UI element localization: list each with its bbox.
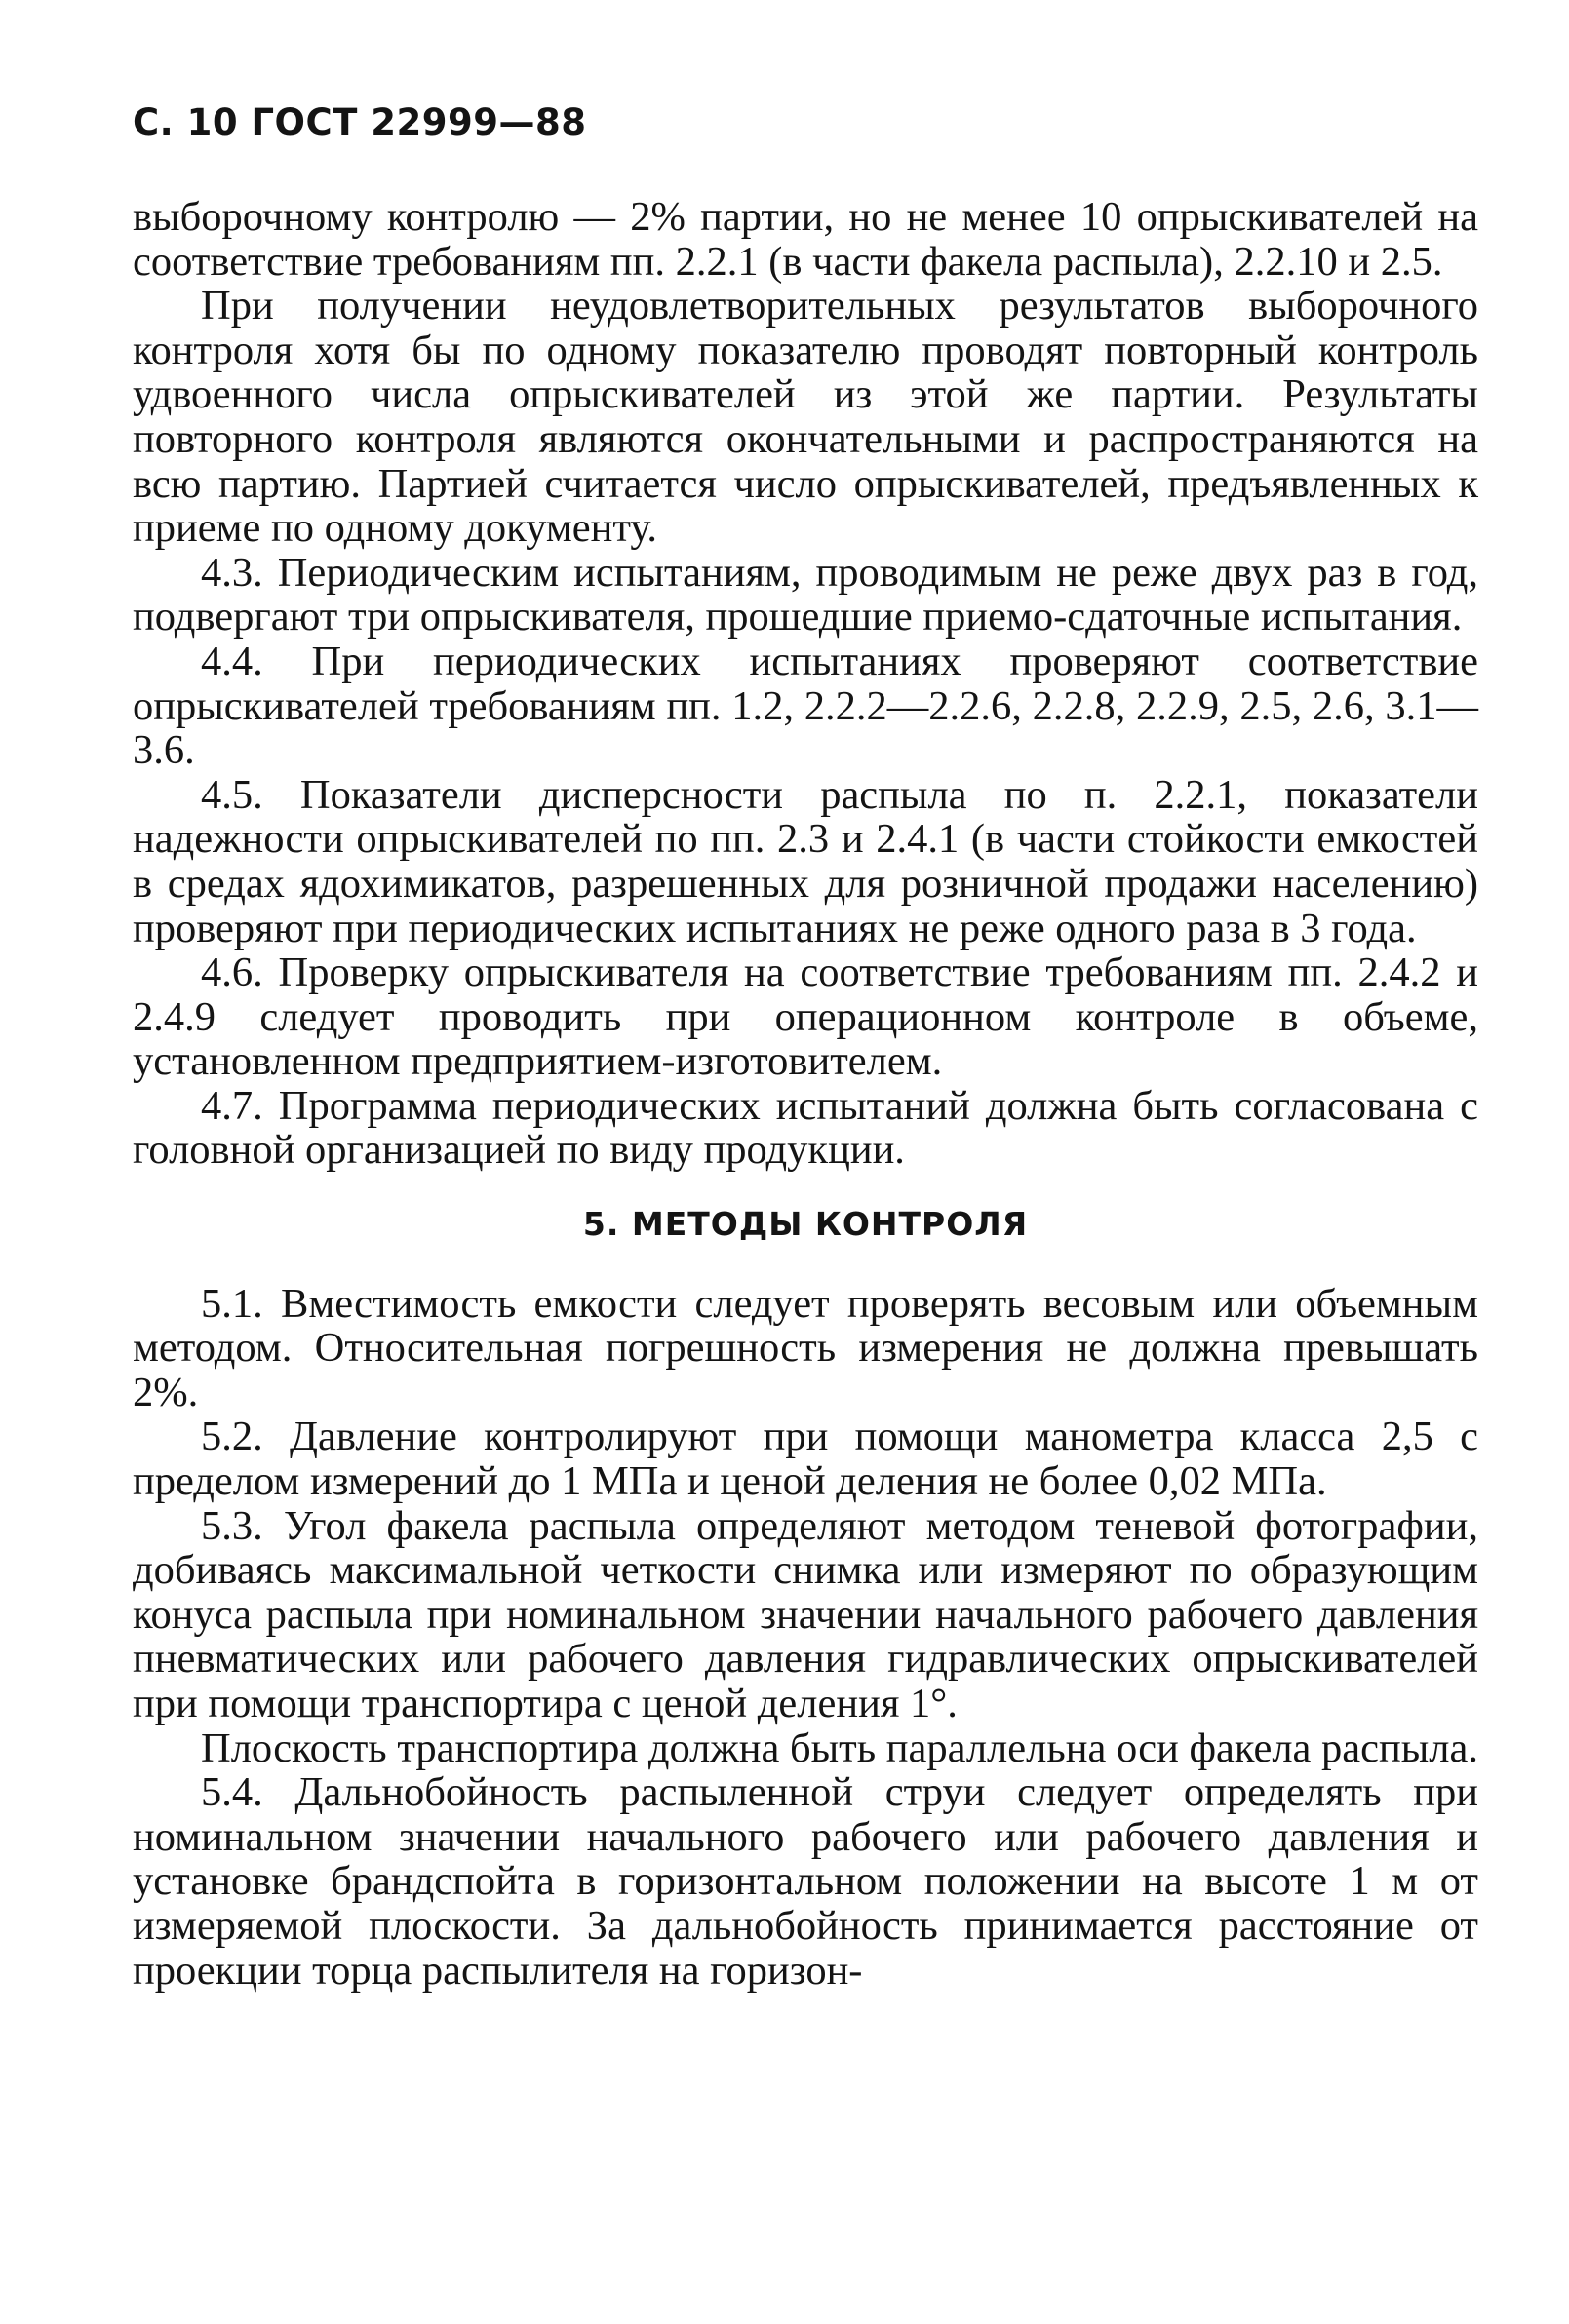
paragraph-5-2: 5.2. Давление контролируют при помощи манометра класса 2,5 с пределом измерений до 1 МПа и ценой деления не более 0,02 МПа.: [133, 1414, 1478, 1505]
paragraph-5-4: 5.4. Дальнобойность распыленной струи следует определять при номинальном значении начального рабочего или рабочего давления и установке брандспойта в горизонтальном положении на высоте 1 м от измеряемой плоскости. За дальнобойность принимается расстояние от проекции торца распылителя на горизон-: [133, 1769, 1478, 1994]
paragraph-4-4: 4.4. При периодических испытаниях проверяют соответствие опрыскивателей требованиям пп. 1.2, 2.2.2—2.2.6, 2.2.8, 2.2.9, 2.5, 2.6, 3.1—3.6.: [133, 638, 1478, 774]
document-body: [133, 195, 1478, 1993]
paragraph-4-3: 4.3. Периодическим испытаниям, проводимым не реже двух раз в год, подвергают три опрыскивателя, прошедшие приемо-сдаточные испытания.: [133, 549, 1478, 640]
paragraph-5-1: 5.1. Вместимость емкости следует проверять весовым или объемным методом. Относительная погрешность измерения не должна превышать 2%.: [133, 1280, 1478, 1415]
paragraph-4-7: 4.7. Программа периодических испытаний должна быть согласована с головной организацией по виду продукции.: [133, 1082, 1478, 1174]
page-header: С. 10 ГОСТ 22999—88: [133, 101, 587, 143]
paragraph-4-6: 4.6. Проверку опрыскивателя на соответствие требованиям пп. 2.4.2 и 2.4.9 следует проводить при операционном контроле в объеме, установленном предприятием-изготовителем.: [133, 949, 1478, 1085]
paragraph-4-5: 4.5. Показатели дисперсности распыла по п. 2.2.1, показатели надежности опрыскивателей по пп. 2.3 и 2.4.1 (в части стойкости емкостей в средах ядохимикатов, разрешенных для розничной продажи населению) проверяют при периодических испытаниях не реже одного раза в 3 года.: [133, 771, 1478, 951]
paragraph-5-3: 5.3. Угол факела распыла определяют методом теневой фотографии, добиваясь максимальной четкости снимка или измеряют по образующим конуса распыла при номинальном значении начального рабочего давления пневматических или рабочего давления гидравлических опрыскивателей при помощи транспортира с ценой деления 1°.: [133, 1502, 1478, 1726]
section-heading: 5. МЕТОДЫ КОНТРОЛЯ: [582, 1205, 1029, 1244]
paragraph-repeat-control: При получении неудовлетворительных результатов выборочного контроля хотя бы по одному показателю проводят повторный контроль удвоенного числа опрыскивателей из этой же партии. Результаты повторного контроля являются окончательными и распространяются на всю партию. Партией считается число опрыскивателей, предъявленных к приеме по одному документу.: [133, 283, 1478, 552]
paragraph-continuation: выборочному контролю — 2% партии, но не менее 10 опрыскивателей на соответствие требованиям пп. 2.2.1 (в части факела распыла), 2.2.10 и 2.5.: [133, 194, 1478, 285]
paragraph-protractor: Плоскость транспортира должна быть параллельна оси факела распыла.: [201, 1724, 1479, 1771]
